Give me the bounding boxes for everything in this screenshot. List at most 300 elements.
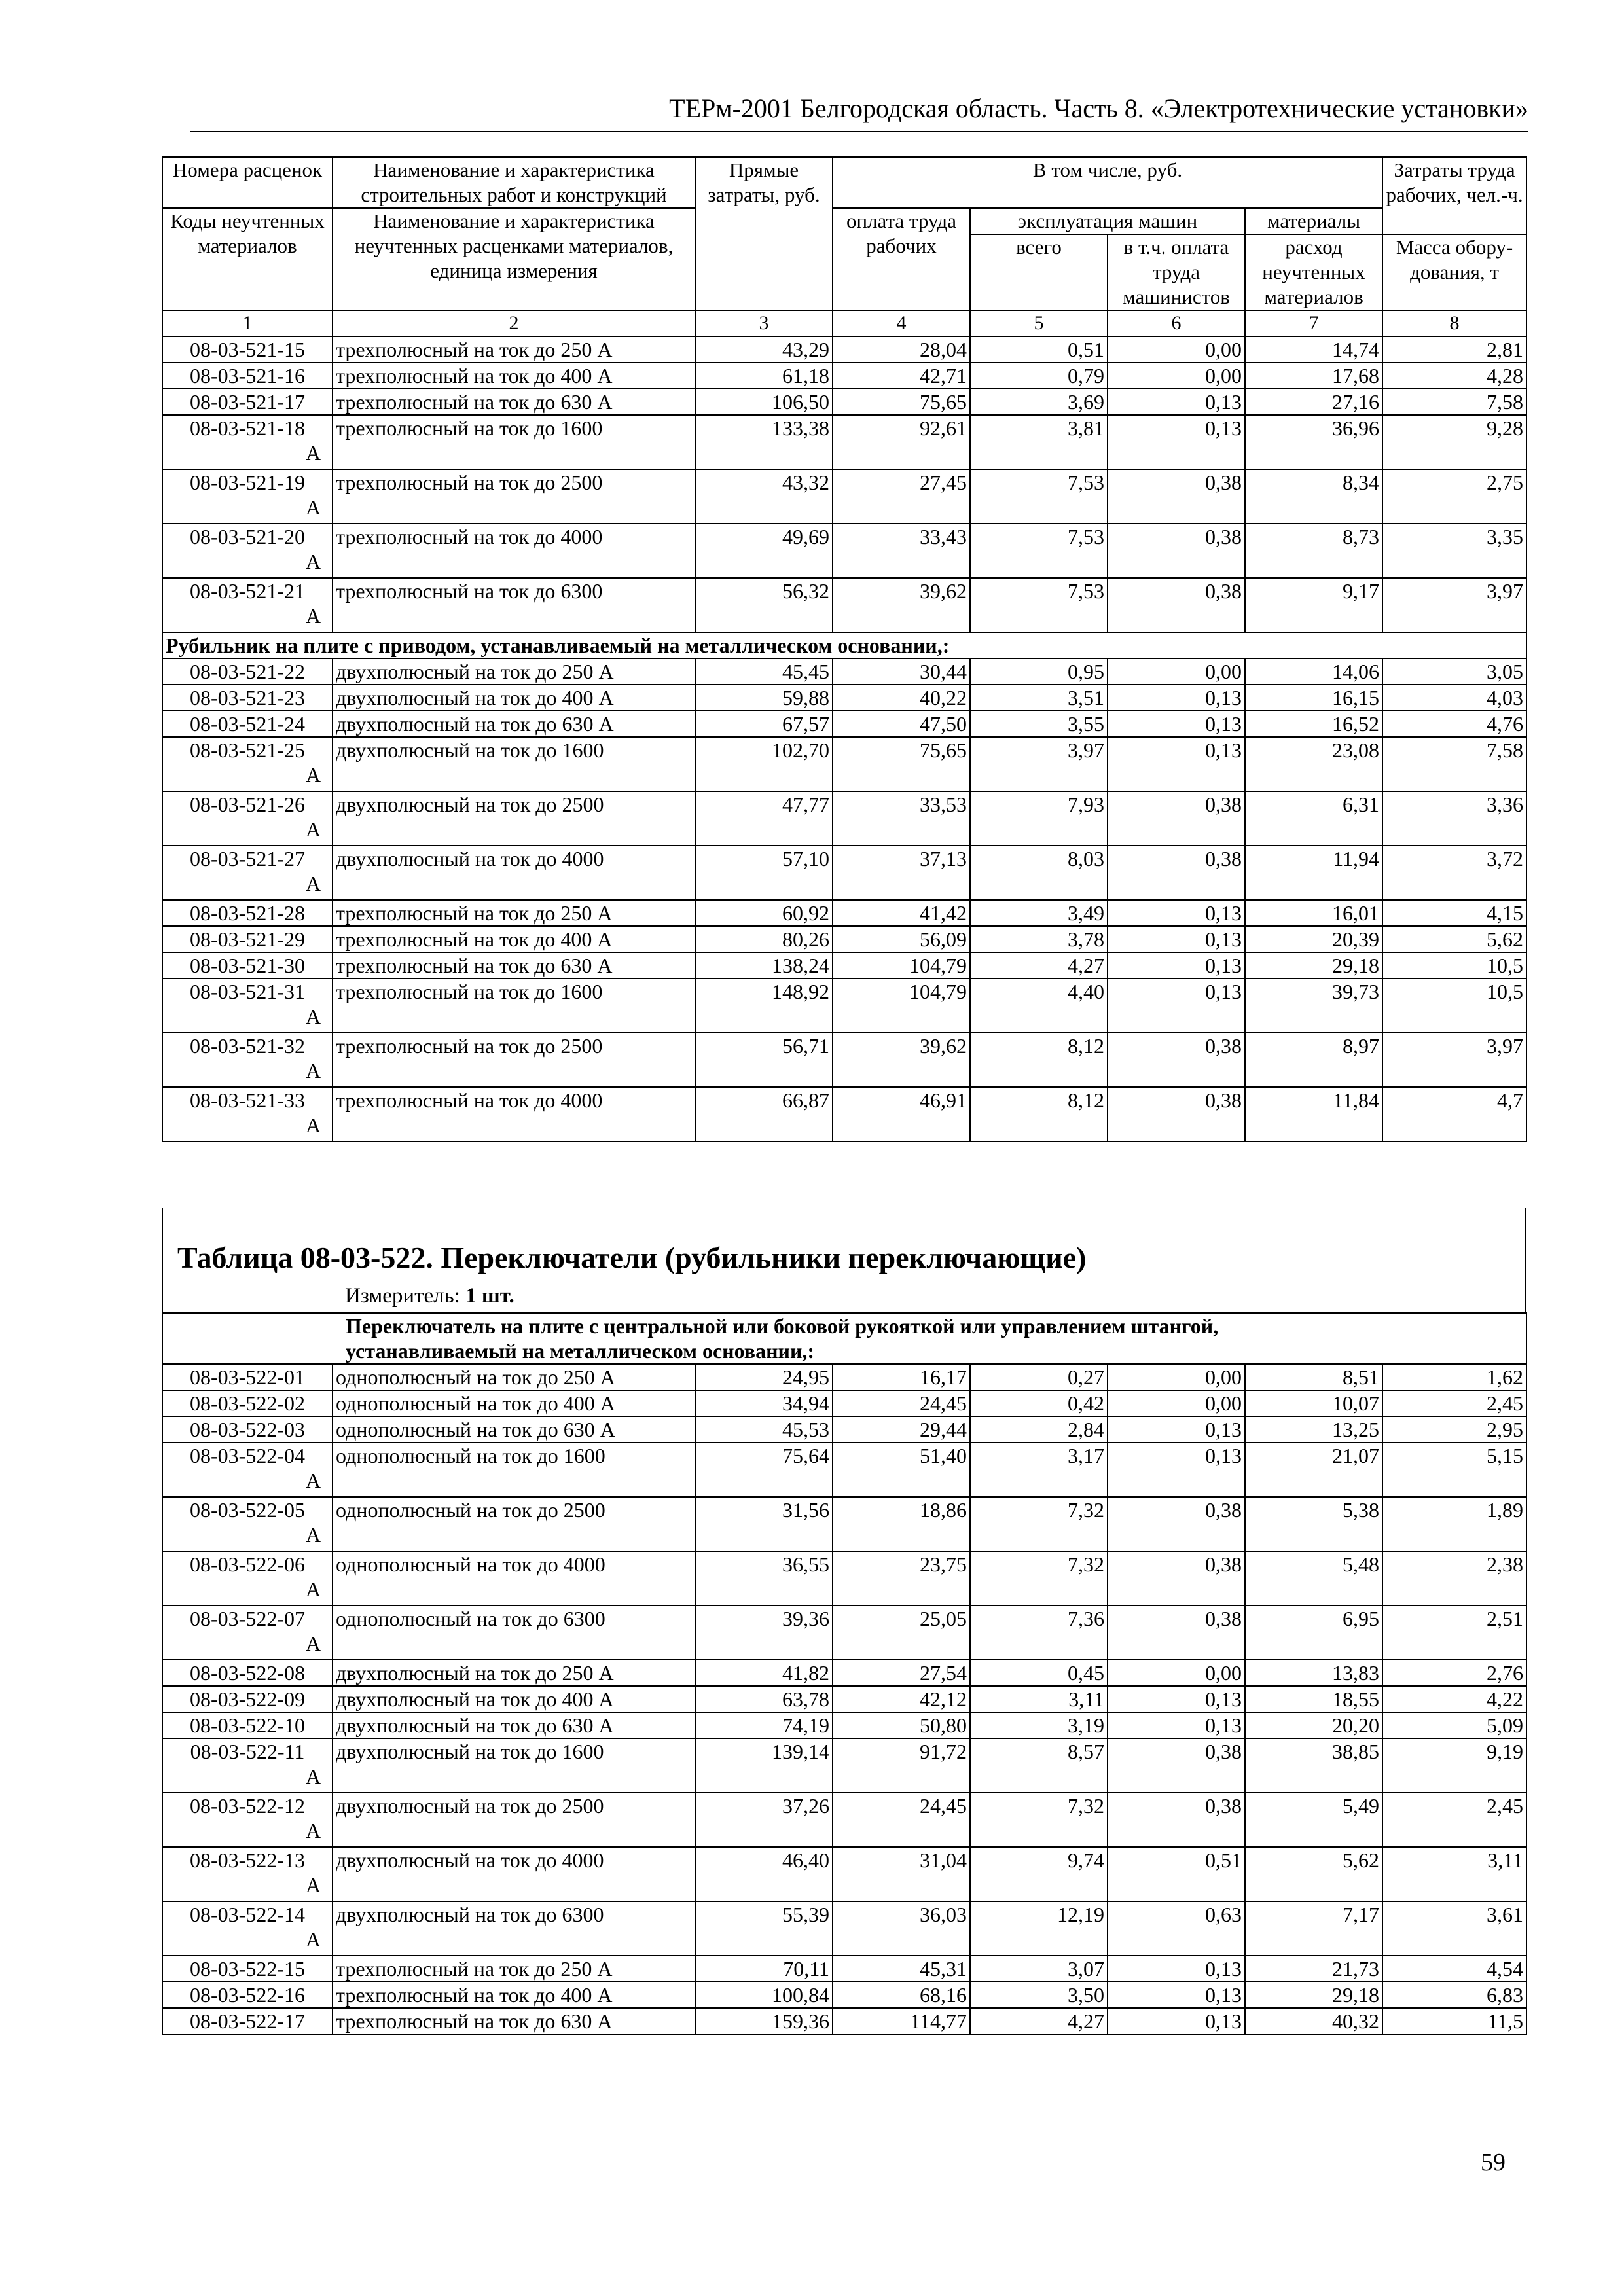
- materials-cost: 21,07: [1245, 1443, 1382, 1497]
- labor-pay: 104,79: [833, 978, 970, 1033]
- work-name: однополюсный на ток до 250 А: [333, 1364, 695, 1390]
- machinists-pay: 0,51: [1108, 1847, 1245, 1901]
- direct-cost: 57,10: [695, 846, 833, 900]
- direct-cost: 39,36: [695, 1605, 833, 1660]
- materials-cost: 16,52: [1245, 711, 1382, 737]
- machines-total: 3,81: [970, 415, 1108, 469]
- labor-hours: 2,75: [1382, 469, 1526, 524]
- col6-header: в т.ч. оплата труда машинистов: [1108, 234, 1245, 310]
- machines-total: 8,57: [970, 1738, 1108, 1793]
- machines-total: 0,51: [970, 336, 1108, 363]
- table-row: [162, 846, 1526, 900]
- machinists-pay: 0,13: [1108, 711, 1245, 737]
- labor-hours: 9,28: [1382, 415, 1526, 469]
- machinists-pay: 0,38: [1108, 1605, 1245, 1660]
- machinists-pay: 0,63: [1108, 1901, 1245, 1956]
- machinists-pay: 0,13: [1108, 952, 1245, 978]
- machinists-pay: 0,38: [1108, 578, 1245, 632]
- labor-pay: 40,22: [833, 685, 970, 711]
- work-name: [306, 415, 695, 469]
- direct-cost: 47,77: [695, 791, 833, 846]
- table-row: [162, 711, 1526, 737]
- table-row: [162, 1956, 1526, 1982]
- labor-hours: 3,35: [1382, 524, 1526, 578]
- work-name: трехполюсный на ток до 400 А: [333, 1982, 695, 2008]
- work-name: однополюсный на ток до 400 А: [333, 1390, 695, 1416]
- direct-cost: 41,82: [695, 1660, 833, 1686]
- machinists-pay: 0,13: [1108, 685, 1245, 711]
- direct-cost: 56,71: [695, 1033, 833, 1087]
- labor-hours: 6,83: [1382, 1982, 1526, 2008]
- labor-hours: 2,51: [1382, 1605, 1526, 1660]
- materials-cost: 38,85: [1245, 1738, 1382, 1793]
- labor-pay: 30,44: [833, 658, 970, 685]
- work-name: трехполюсный на ток до 630 А: [333, 952, 695, 978]
- labor-hours: 10,5: [1382, 978, 1526, 1033]
- table-row: [162, 524, 1526, 578]
- work-name-line2: А: [306, 1523, 321, 1547]
- machines-total: 8,03: [970, 846, 1108, 900]
- machinists-pay: 0,13: [1108, 737, 1245, 791]
- machinists-pay: 0,38: [1108, 846, 1245, 900]
- col3-header: Прямые затраты, руб.: [695, 157, 833, 310]
- rate-code: 08-03-522-08: [162, 1660, 333, 1686]
- labor-hours: 2,45: [1382, 1793, 1526, 1847]
- machines-total: 3,69: [970, 389, 1108, 415]
- machines-total: 3,17: [970, 1443, 1108, 1497]
- work-name-line2: А: [306, 1005, 321, 1028]
- machinists-pay: 0,13: [1108, 1443, 1245, 1497]
- direct-cost: 24,95: [695, 1364, 833, 1390]
- work-name-line1: двухполюсный на ток до 1600: [336, 738, 604, 762]
- work-name-line2: А: [306, 1765, 321, 1788]
- incl-header: В том числе, руб.: [833, 157, 1382, 208]
- machines-total: 3,07: [970, 1956, 1108, 1982]
- table-row: [162, 1551, 1526, 1605]
- machines-total: 0,45: [970, 1660, 1108, 1686]
- labor-pay: 31,04: [833, 1847, 970, 1901]
- machinists-pay: 0,38: [1108, 1087, 1245, 1141]
- work-name-line1: трехполюсный на ток до 1600: [336, 980, 603, 1003]
- table-row: [162, 1416, 1526, 1443]
- labor-hours: 4,7: [1382, 1087, 1526, 1141]
- work-name: двухполюсный на ток до 400 А: [333, 1686, 695, 1712]
- table-row: [162, 926, 1526, 952]
- labor-hours: 7,58: [1382, 737, 1526, 791]
- machinists-pay: 0,00: [1108, 1390, 1245, 1416]
- work-name: трехполюсный на ток до 250 А: [333, 336, 695, 363]
- work-name-line1: трехполюсный на ток до 4000: [336, 1088, 603, 1112]
- labor-hours: 3,36: [1382, 791, 1526, 846]
- work-name-line2: А: [306, 1632, 321, 1655]
- labor-pay: 39,62: [833, 578, 970, 632]
- work-name: двухполюсный на ток до 400 А: [333, 685, 695, 711]
- table-row: [162, 1738, 1526, 1793]
- labor-hours: 3,61: [1382, 1901, 1526, 1956]
- materials-cost: 5,48: [1245, 1551, 1382, 1605]
- work-name-line2: А: [306, 1113, 321, 1137]
- machines-total: 4,40: [970, 978, 1108, 1033]
- work-name: однополюсный на ток до 630 А: [333, 1416, 695, 1443]
- work-name: [306, 1087, 695, 1141]
- work-name-line1: двухполюсный на ток до 4000: [336, 1848, 604, 1872]
- work-name: трехполюсный на ток до 250 А: [333, 1956, 695, 1982]
- work-name-line2: А: [306, 495, 321, 519]
- col8-header-bottom: Масса обору-дования, т: [1382, 234, 1526, 310]
- work-name: трехполюсный на ток до 630 А: [333, 389, 695, 415]
- labor-pay: 16,17: [833, 1364, 970, 1390]
- direct-cost: 106,50: [695, 389, 833, 415]
- machines-total: 4,27: [970, 952, 1108, 978]
- materials-cost: 40,32: [1245, 2008, 1382, 2034]
- machinists-pay: 0,38: [1108, 1738, 1245, 1793]
- table-row: [162, 336, 1526, 363]
- work-name-line2: А: [306, 1577, 321, 1601]
- table-row: [162, 415, 1526, 469]
- machinists-pay: 0,13: [1108, 1416, 1245, 1443]
- machines-total: 2,84: [970, 1416, 1108, 1443]
- machinists-pay: 0,00: [1108, 363, 1245, 389]
- materials-cost: 5,49: [1245, 1793, 1382, 1847]
- table-row: [162, 389, 1526, 415]
- labor-hours: 4,15: [1382, 900, 1526, 926]
- machines-total: 9,74: [970, 1847, 1108, 1901]
- materials-cost: 16,15: [1245, 685, 1382, 711]
- rate-code: 08-03-522-09: [162, 1686, 333, 1712]
- machines-total: 7,53: [970, 469, 1108, 524]
- machinists-pay: 0,00: [1108, 336, 1245, 363]
- machines-total: 7,32: [970, 1551, 1108, 1605]
- work-name-line1: двухполюсный на ток до 2500: [336, 1794, 604, 1818]
- labor-pay: 25,05: [833, 1605, 970, 1660]
- rate-code: 08-03-522-05: [162, 1497, 333, 1551]
- col4-header: оплата труда рабочих: [833, 208, 970, 310]
- labor-hours: 3,97: [1382, 1033, 1526, 1087]
- machines-total: 3,11: [970, 1686, 1108, 1712]
- machines-total: 0,27: [970, 1364, 1108, 1390]
- rate-code: 08-03-522-14: [162, 1901, 333, 1956]
- labor-pay: 24,45: [833, 1793, 970, 1847]
- machinists-pay: 0,13: [1108, 1956, 1245, 1982]
- rate-code: 08-03-521-33: [162, 1087, 333, 1141]
- labor-hours: 2,45: [1382, 1390, 1526, 1416]
- rates-table-521: [162, 156, 1527, 1142]
- rate-code: 08-03-522-02: [162, 1390, 333, 1416]
- work-name-line2: А: [306, 1469, 321, 1492]
- machines-total: 8,12: [970, 1033, 1108, 1087]
- table-08-03-522-heading-block: [162, 1208, 1526, 1312]
- materials-cost: 39,73: [1245, 978, 1382, 1033]
- work-name: [306, 524, 695, 578]
- materials-cost: 9,17: [1245, 578, 1382, 632]
- labor-pay: 46,91: [833, 1087, 970, 1141]
- rate-code: 08-03-521-22: [162, 658, 333, 685]
- work-name-line1: однополюсный на ток до 4000: [336, 1552, 605, 1576]
- col5-header: всего: [970, 234, 1108, 310]
- work-name: трехполюсный на ток до 630 А: [333, 2008, 695, 2034]
- page-number: 59: [1481, 2149, 1506, 2176]
- labor-hours: 5,62: [1382, 926, 1526, 952]
- machines-total: 7,93: [970, 791, 1108, 846]
- labor-hours: 3,72: [1382, 846, 1526, 900]
- machines-total: 3,50: [970, 1982, 1108, 2008]
- labor-pay: 41,42: [833, 900, 970, 926]
- rate-code: 08-03-521-18: [162, 415, 333, 469]
- machinists-pay: 0,13: [1108, 415, 1245, 469]
- direct-cost: 74,19: [695, 1712, 833, 1738]
- rate-code: 08-03-521-29: [162, 926, 333, 952]
- labor-hours: 4,03: [1382, 685, 1526, 711]
- machines-total: 7,53: [970, 578, 1108, 632]
- work-name: [306, 578, 695, 632]
- labor-pay: 50,80: [833, 1712, 970, 1738]
- rate-code: 08-03-521-28: [162, 900, 333, 926]
- work-name: [306, 1551, 695, 1605]
- work-name-line2: А: [306, 1928, 321, 1951]
- labor-pay: 104,79: [833, 952, 970, 978]
- labor-hours: 7,58: [1382, 389, 1526, 415]
- work-name: [306, 791, 695, 846]
- labor-hours: 1,89: [1382, 1497, 1526, 1551]
- materials-cost: 23,08: [1245, 737, 1382, 791]
- machinists-pay: 0,38: [1108, 524, 1245, 578]
- machinists-pay: 0,00: [1108, 658, 1245, 685]
- machinists-pay: 0,38: [1108, 469, 1245, 524]
- materials-cost: 14,06: [1245, 658, 1382, 685]
- direct-cost: 46,40: [695, 1847, 833, 1901]
- machines-total: 4,27: [970, 2008, 1108, 2034]
- labor-pay: 42,12: [833, 1686, 970, 1712]
- materials-cost: 20,39: [1245, 926, 1382, 952]
- labor-hours: 5,15: [1382, 1443, 1526, 1497]
- materials-cost: 13,83: [1245, 1660, 1382, 1686]
- work-name-line1: двухполюсный на ток до 4000: [336, 847, 604, 870]
- machines-total: 3,55: [970, 711, 1108, 737]
- labor-hours: 4,76: [1382, 711, 1526, 737]
- labor-pay: 91,72: [833, 1738, 970, 1793]
- rate-code: 08-03-521-25: [162, 737, 333, 791]
- table-row: [162, 1793, 1526, 1847]
- work-name-line1: однополюсный на ток до 2500: [336, 1498, 605, 1522]
- work-name: [306, 1793, 695, 1847]
- rate-code: 08-03-522-13: [162, 1847, 333, 1901]
- machines-total: 7,36: [970, 1605, 1108, 1660]
- labor-pay: 51,40: [833, 1443, 970, 1497]
- labor-pay: 28,04: [833, 336, 970, 363]
- work-name: [306, 469, 695, 524]
- direct-cost: 37,26: [695, 1793, 833, 1847]
- labor-hours: 3,97: [1382, 578, 1526, 632]
- labor-hours: 1,62: [1382, 1364, 1526, 1390]
- labor-hours: 5,09: [1382, 1712, 1526, 1738]
- materials-cost: 18,55: [1245, 1686, 1382, 1712]
- work-name-line2: А: [306, 872, 321, 895]
- col-number: 4: [833, 310, 970, 336]
- direct-cost: 34,94: [695, 1390, 833, 1416]
- col-number: 3: [695, 310, 833, 336]
- machinists-pay: 0,38: [1108, 1793, 1245, 1847]
- work-name-line1: трехполюсный на ток до 2500: [336, 471, 603, 494]
- materials-cost: 7,17: [1245, 1901, 1382, 1956]
- table-row: [162, 2008, 1526, 2034]
- table-row: [162, 1847, 1526, 1901]
- work-name: двухполюсный на ток до 630 А: [333, 711, 695, 737]
- rates-table-522: [162, 1312, 1527, 2035]
- materials-cost: 16,01: [1245, 900, 1382, 926]
- machines-total: 3,78: [970, 926, 1108, 952]
- rate-code: 08-03-522-11: [162, 1738, 333, 1793]
- table-row: [162, 1901, 1526, 1956]
- work-name-line1: двухполюсный на ток до 1600: [336, 1740, 604, 1763]
- col-number: 8: [1382, 310, 1526, 336]
- labor-hours: 11,5: [1382, 2008, 1526, 2034]
- materials-cost: 11,94: [1245, 846, 1382, 900]
- direct-cost: 66,87: [695, 1087, 833, 1141]
- labor-pay: 92,61: [833, 415, 970, 469]
- direct-cost: 159,36: [695, 2008, 833, 2034]
- rate-code: 08-03-522-07: [162, 1605, 333, 1660]
- direct-cost: 100,84: [695, 1982, 833, 2008]
- labor-pay: 18,86: [833, 1497, 970, 1551]
- machinists-pay: 0,13: [1108, 389, 1245, 415]
- rate-code: 08-03-521-24: [162, 711, 333, 737]
- work-name-line1: трехполюсный на ток до 1600: [336, 416, 603, 440]
- rate-code: 08-03-521-27: [162, 846, 333, 900]
- rate-code: 08-03-521-19: [162, 469, 333, 524]
- machinists-pay: 0,00: [1108, 1364, 1245, 1390]
- direct-cost: 148,92: [695, 978, 833, 1033]
- direct-cost: 55,39: [695, 1901, 833, 1956]
- work-name-line2: А: [306, 1873, 321, 1897]
- direct-cost: 43,32: [695, 469, 833, 524]
- work-name-line2: А: [306, 441, 321, 465]
- labor-pay: 39,62: [833, 1033, 970, 1087]
- materials-cost: 29,18: [1245, 1982, 1382, 2008]
- materials-cost: 13,25: [1245, 1416, 1382, 1443]
- machinists-pay: 0,38: [1108, 791, 1245, 846]
- rate-code: 08-03-521-26: [162, 791, 333, 846]
- machinists-pay: 0,38: [1108, 1497, 1245, 1551]
- work-name-line1: двухполюсный на ток до 6300: [336, 1903, 604, 1926]
- machinists-pay: 0,38: [1108, 1033, 1245, 1087]
- direct-cost: 60,92: [695, 900, 833, 926]
- labor-hours: 4,22: [1382, 1686, 1526, 1712]
- work-name-line1: однополюсный на ток до 1600: [336, 1444, 605, 1467]
- materials-cost: 14,74: [1245, 336, 1382, 363]
- col7-header: расход неучтенных материалов: [1245, 234, 1382, 310]
- labor-hours: 4,28: [1382, 363, 1526, 389]
- table-row: [162, 1660, 1526, 1686]
- rate-code: 08-03-521-32: [162, 1033, 333, 1087]
- section-heading: [333, 1313, 1526, 1364]
- work-name: [306, 978, 695, 1033]
- direct-cost: 80,26: [695, 926, 833, 952]
- direct-cost: 45,45: [695, 658, 833, 685]
- section-heading-line2: устанавливаемый на металлическом основании,:: [346, 1339, 815, 1363]
- table-row: [162, 1087, 1526, 1141]
- materials-cost: 8,51: [1245, 1364, 1382, 1390]
- machines-total: 7,32: [970, 1793, 1108, 1847]
- materials-cost: 8,73: [1245, 524, 1382, 578]
- direct-cost: 59,88: [695, 685, 833, 711]
- work-name-line1: трехполюсный на ток до 2500: [336, 1034, 603, 1058]
- direct-cost: 133,38: [695, 415, 833, 469]
- machinists-pay: 0,13: [1108, 900, 1245, 926]
- direct-cost: 139,14: [695, 1738, 833, 1793]
- direct-cost: 43,29: [695, 336, 833, 363]
- col-number: 7: [1245, 310, 1382, 336]
- labor-pay: 36,03: [833, 1901, 970, 1956]
- rate-code: 08-03-521-16: [162, 363, 333, 389]
- rate-code: 08-03-522-17: [162, 2008, 333, 2034]
- machines-total: 7,32: [970, 1497, 1108, 1551]
- labor-pay: 56,09: [833, 926, 970, 952]
- table-row: [162, 1686, 1526, 1712]
- work-name-line1: трехполюсный на ток до 4000: [336, 525, 603, 548]
- machines-total: 0,42: [970, 1390, 1108, 1416]
- machines-total: 7,53: [970, 524, 1108, 578]
- table-row: [162, 1712, 1526, 1738]
- materials-cost: 20,20: [1245, 1712, 1382, 1738]
- work-name-line1: однополюсный на ток до 6300: [336, 1607, 605, 1630]
- labor-hours: 10,5: [1382, 952, 1526, 978]
- machinists-pay: 0,38: [1108, 1551, 1245, 1605]
- rate-code: 08-03-522-16: [162, 1982, 333, 2008]
- machines-total: 0,95: [970, 658, 1108, 685]
- labor-pay: 114,77: [833, 2008, 970, 2034]
- table-row: [162, 658, 1526, 685]
- materials-header: материалы: [1245, 208, 1382, 234]
- rate-code: 08-03-522-10: [162, 1712, 333, 1738]
- table-title: Таблица 08-03-522. Переключатели (рубильники переключающие): [177, 1241, 1087, 1274]
- materials-cost: 36,96: [1245, 415, 1382, 469]
- work-name: двухполюсный на ток до 250 А: [333, 1660, 695, 1686]
- direct-cost: 63,78: [695, 1686, 833, 1712]
- labor-hours: 3,05: [1382, 658, 1526, 685]
- materials-cost: 5,38: [1245, 1497, 1382, 1551]
- work-name: [306, 846, 695, 900]
- labor-hours: 2,76: [1382, 1660, 1526, 1686]
- labor-hours: 2,81: [1382, 336, 1526, 363]
- rate-code: 08-03-521-17: [162, 389, 333, 415]
- work-name: [306, 1443, 695, 1497]
- work-name-line2: А: [306, 817, 321, 841]
- machinists-pay: 0,00: [1108, 1660, 1245, 1686]
- machinists-pay: 0,13: [1108, 2008, 1245, 2034]
- machines-header: эксплуатация машин: [970, 208, 1245, 234]
- materials-cost: 6,95: [1245, 1605, 1382, 1660]
- labor-pay: 68,16: [833, 1982, 970, 2008]
- labor-pay: 29,44: [833, 1416, 970, 1443]
- labor-pay: 33,53: [833, 791, 970, 846]
- col2-header-bottom: Наименование и характеристика неучтенных расценками материалов, единица измерения: [333, 208, 695, 310]
- materials-cost: 6,31: [1245, 791, 1382, 846]
- table-row: [162, 1390, 1526, 1416]
- machinists-pay: 0,13: [1108, 1982, 1245, 2008]
- work-name-line2: А: [306, 763, 321, 787]
- labor-pay: 27,45: [833, 469, 970, 524]
- work-name-line1: трехполюсный на ток до 6300: [336, 579, 603, 603]
- work-name: [306, 1497, 695, 1551]
- labor-hours: 9,19: [1382, 1738, 1526, 1793]
- machinists-pay: 0,13: [1108, 1712, 1245, 1738]
- work-name-line2: А: [306, 1819, 321, 1842]
- labor-pay: 42,71: [833, 363, 970, 389]
- labor-hours: 2,38: [1382, 1551, 1526, 1605]
- page-header: ТЕРм-2001 Белгородская область. Часть 8. «Электротехнические установки»: [190, 93, 1528, 132]
- materials-cost: 21,73: [1245, 1956, 1382, 1982]
- table-row: [162, 791, 1526, 846]
